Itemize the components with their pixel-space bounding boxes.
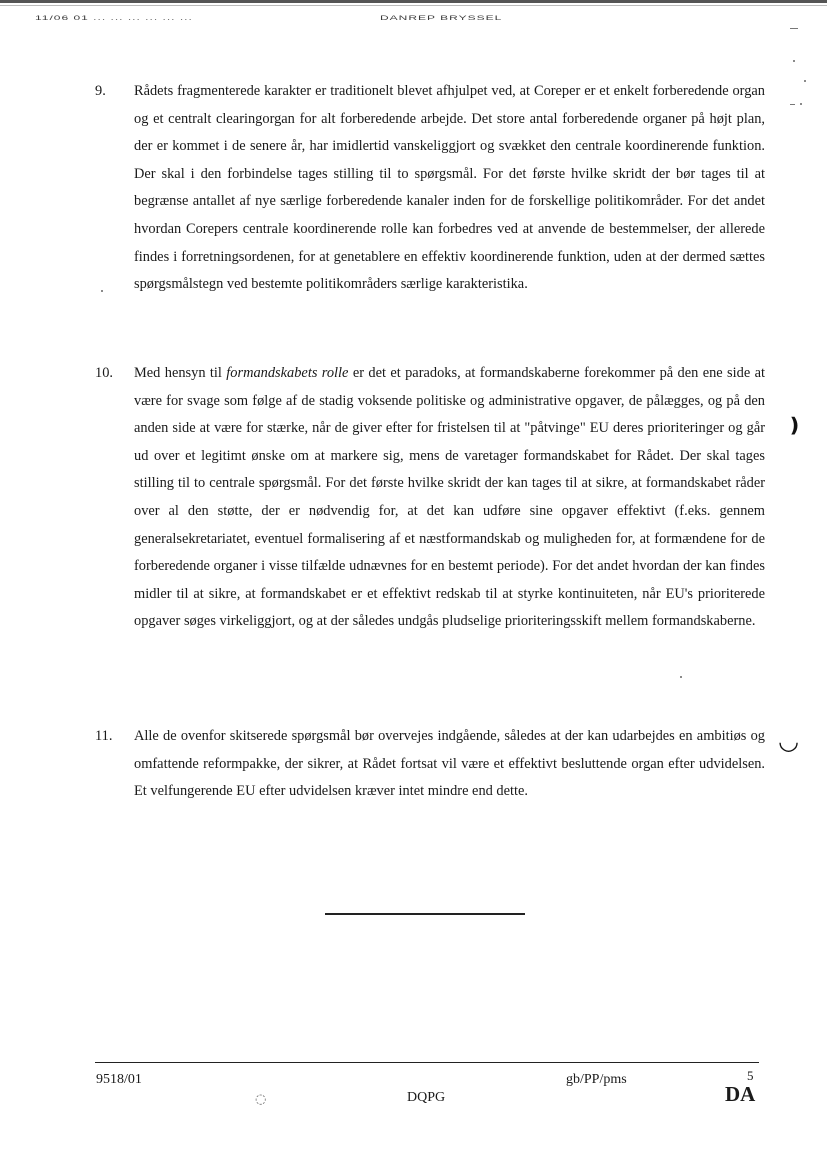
fax-header-left: 11/06 01 ... ... ... ... ... ... [35,14,193,22]
end-separator-line [325,913,525,915]
punch-hole-mark-icon: ❫ [786,413,803,437]
paragraph-10 [95,360,765,636]
page-number: 5 [747,1068,754,1083]
paragraph-text-rest: er det et paradoks, at formandskaberne forekommer på den ene side at være for svage som følge af de stadig voksende politiske og administrative opgaver, de pålægges, og på den anden side at være for stærke, når de giver efter for fristelsen til at "påtvinge" EU deres prioriteringer og går ud over et legitimt ønske om at markere sig, mens de varetager formandskabet for Rådet. Der skal tages stilling til to centrale spørgsmål. For det første hvilke skridt der kan tages til at sikre, at formandskabet råder over al den støtte, der er nødvendig for, at det kan udføre sine opgaver effektivt (f.eks. gennem generalsekretariatet, eventuel formalisering af et næstformandskab og muligheden for, at formændene for de forberedende organer i visse tilfælde udnævnes for en bestemt periode). For det andet hvordan der kan findes midler til at sikre, at formandskabet er et effektivt redskab til at styrke kontinuiteten, når EU's prioriterede opgaver søges virkeliggjort, og at der således undgås pludselige prioriteringsskift mellem formandskaberne. [134,365,765,630]
fax-top-border [0,0,827,3]
paragraph-number: 11. [95,728,113,744]
scan-artifact-icon: ◌ [255,1092,267,1107]
fax-header [35,14,555,23]
scan-speck [101,290,103,292]
paragraph-number: 10. [95,365,113,381]
unit-code: DQPG [407,1090,446,1105]
paragraph-emphasis: formandskabets rolle [226,365,349,381]
paragraph-text [134,360,765,636]
author-initials: gb/PP/pms [566,1072,627,1087]
scan-speck [800,103,802,105]
punch-hole-mark-icon: ◡ [778,727,799,755]
scan-speck [680,676,682,678]
scan-speck [793,60,795,62]
paragraph-number: 9. [95,83,106,99]
scan-speck [804,80,806,82]
paragraph-text: Alle de ovenfor skitserede spørgsmål bør overvejes indgående, således at der kan udarbejdes en ambitiøs og omfattende reformpakke, der sikrer, at Rådet fortsat vil være et effektivt besluttende organ efter udvidelsen. Et velfungerende EU efter udvidelsen kræver intet mindre end dette. [134,728,765,800]
scan-dash [790,104,795,105]
paragraph-text: Rådets fragmenterede karakter er traditionelt blevet afhjulpet ved, at Coreper er et enkelt forberedende organ og et centralt clearingorgan for alt forberedende arbejde. Det store antal forberedende organer på højt plan, der er kommet i de senere år, har imidlertid vanskeliggjort og svækket den centrale koordinerende funktion. Der skal i den forbindelse tages stilling til to spørgsmål. For det første hvilke skridt der bør tages til at begrænse antallet af nye særlige forberedende kanaler inden for de forskellige politikområder. For det andet hvordan Corepers centrale koordinerende rolle kan forbedres ved at anvende de bestemmelser, der allerede findes i forretningsordenen, for at genetablere en effektiv koordinerende funktion, uden at der dermed sættes spørgsmålstegn ved bestemte politikområders særlige karakteristika. [134,83,765,293]
paragraph-text-start: Med hensyn til [134,365,227,381]
footer-rule [95,1062,759,1063]
paragraph-9 [95,78,765,299]
document-reference: 9518/01 [96,1072,142,1087]
language-code: DA [725,1082,756,1106]
paragraph-11 [95,723,765,806]
scan-dash [790,28,798,29]
fax-header-sender: DANREP BRYSSEL [380,14,503,22]
fax-top-border-thin [0,5,827,6]
